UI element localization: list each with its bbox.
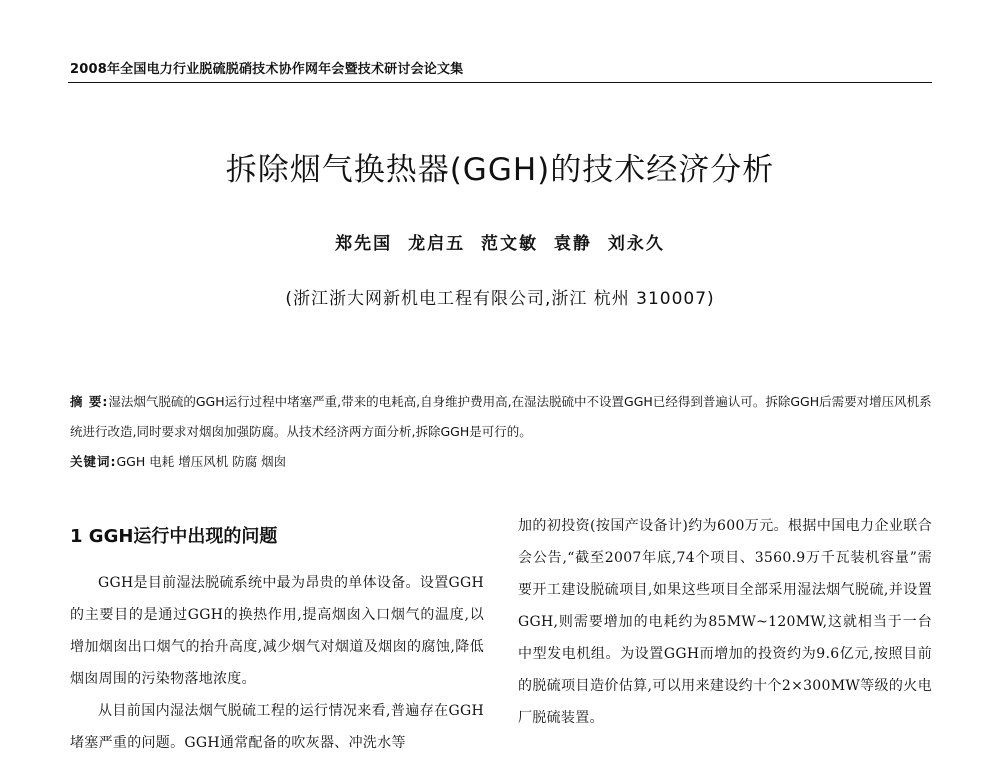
right-column-paragraph: 加的初投资(按国产设备计)约为600万元。根据中国电力企业联合会公告,“截至2007年底,74个项目、3560.9万千瓦装机容量”需要开工建设脱硫项目,如果这些项目全部采用湿法烟气脱硫,并设置GGH,则需要增加的电耗约为85MW~120MW,这就相当于一台中型发电机组。为设置GGH而增加的投资约为9.6亿元,按照目前的脱硫项目造价估算,可以用来建设约十个2×300MW等级的火电厂脱硫装置。 (518, 518, 932, 726)
abstract-block (70, 387, 932, 477)
paper-affiliation: (浙江浙大网新机电工程有限公司,浙江 杭州 310007) (285, 289, 715, 309)
keywords-text: GGH 电耗 增压风机 防腐 烟囱 (116, 454, 287, 469)
keywords-paragraph (70, 447, 932, 477)
keywords-label: 关键词: (70, 454, 117, 469)
paper-authors: 郑先国 龙启五 范文敏 袁静 刘永久 (335, 234, 665, 254)
body-paragraph-2: 从目前国内湿法烟气脱硫工程的运行情况来看,普遍存在GGH堵塞严重的问题。GGH通常配备的吹灰器、冲洗水等 (70, 703, 484, 751)
left-column (70, 525, 484, 759)
header-rule (68, 82, 932, 83)
abstract-paragraph (70, 387, 932, 447)
running-header: 2008年全国电力行业脱硫脱硝技术协作网年会暨技术研讨会论文集 (70, 62, 464, 77)
abstract-label: 摘 要: (70, 394, 109, 409)
abstract-text: 湿法烟气脱硫的GGH运行过程中堵塞严重,带来的电耗高,自身维护费用高,在湿法脱硫中不设置GGH已经得到普遍认可。拆除GGH后需要对增压风机系统进行改造,同时要求对烟囱加强防腐。从技术经济两方面分析,拆除GGH是可行的。 (70, 394, 932, 439)
right-column (518, 510, 932, 734)
paper-title: 拆除烟气换热器(GGH)的技术经济分析 (225, 152, 775, 188)
body-paragraph-1: GGH是目前湿法脱硫系统中最为昂贵的单体设备。设置GGH的主要目的是通过GGH的换热作用,提高烟囱入口烟气的温度,以增加烟囱出口烟气的抬升高度,减少烟气对烟道及烟囱的腐蚀,降低烟囱周围的污染物落地浓度。 (70, 575, 484, 687)
section-heading: 1 GGH运行中出现的问题 (70, 526, 278, 547)
